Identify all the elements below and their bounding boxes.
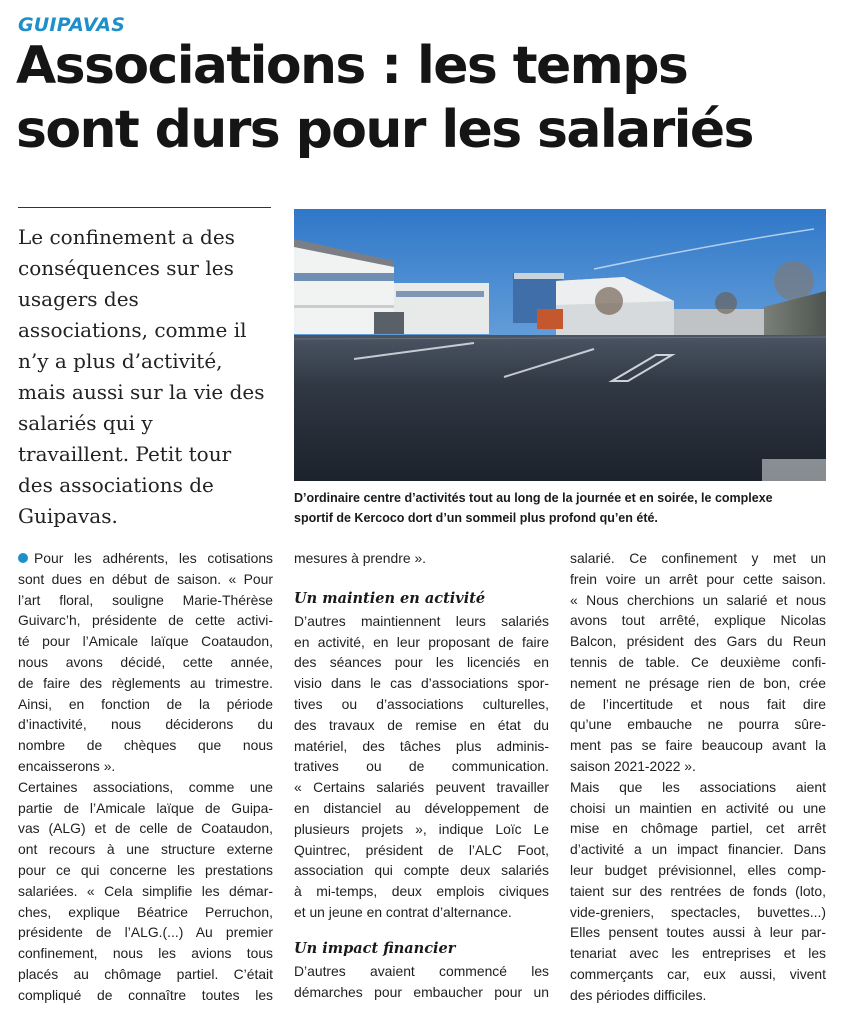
body-line: de faire des règlements au trimestre. bbox=[18, 674, 273, 691]
body-line: salarié. Ce confinement y met un bbox=[570, 550, 826, 566]
body-line: confinement, nous les avions tous bbox=[18, 945, 273, 962]
body-line: vas (ALG) et de celle de Coataudon, bbox=[18, 820, 273, 837]
column-2 bbox=[294, 548, 549, 1002]
body-line: nous avons décidé, cette année, bbox=[18, 653, 273, 670]
chapo-line: salariés qui y bbox=[18, 411, 153, 435]
body-line: ches, explique Béatrice Perruchon, bbox=[18, 903, 273, 920]
body-line: compliqué de connaître toutes les bbox=[18, 986, 273, 1003]
body-line: salariées. « Cela simplifie les démar- bbox=[18, 882, 273, 899]
chapo-line: Guipavas. bbox=[18, 504, 118, 528]
column-1 bbox=[18, 548, 273, 1006]
body-line: Balcon, président des Gars du Reun bbox=[570, 633, 826, 650]
body-line: leur budget prévisionnel, elles comp- bbox=[570, 861, 826, 878]
body-line: tenariat avec les entreprises et les bbox=[570, 945, 826, 962]
body-line: Pour les adhérents, les cotisations bbox=[18, 548, 273, 569]
body-line: mesures à prendre ». bbox=[294, 550, 427, 566]
body-line: de l’incertitude et nous fait dire bbox=[570, 695, 826, 712]
body-line: nement ne présage rien de bon, crée bbox=[570, 674, 826, 691]
body-line: l’art floral, souligne Marie-Thérèse bbox=[18, 591, 273, 608]
body-line: matériel, des tâches plus adminis- bbox=[294, 737, 549, 754]
body-line: Elles pensent toutes aussi à leur par- bbox=[570, 924, 826, 941]
body-line: et un jeune en contrat d’alternance. bbox=[294, 903, 512, 920]
body-line: saison 2021-2022 ». bbox=[570, 757, 696, 774]
body-line: ment pas se faire beaucoup avant la bbox=[570, 737, 826, 754]
body-line: tives ou d’associations culturelles, bbox=[294, 695, 549, 712]
body-line: « Certains salariés peuvent travailler bbox=[294, 779, 549, 796]
body-line: Mais que les associations aient bbox=[570, 778, 826, 795]
chapo-line: des associations de bbox=[18, 473, 214, 497]
body-line: choisi un maintien en activité ou une bbox=[570, 799, 826, 816]
body-line: plusieurs projets », indique Loïc Le bbox=[294, 820, 549, 837]
body-line: nombre de chèques que nous bbox=[18, 737, 273, 754]
body-line: commerçants car, eux aussi, vivent bbox=[570, 965, 826, 982]
body-line: des séances pour les licenciés en bbox=[294, 654, 549, 671]
subheading-maintien: Un maintien en activité bbox=[294, 589, 486, 607]
caption-line: sportif de Kercoco dort d’un sommeil plus profond qu’en été. bbox=[294, 511, 658, 525]
spacer bbox=[294, 923, 549, 937]
body-line: en activité, en leur proposant de faire bbox=[294, 633, 549, 650]
body-line: visio dans le cas d’associations spor- bbox=[294, 675, 549, 692]
body-line: té pour l’Amicale laïque Coataudon, bbox=[18, 633, 273, 650]
body-line: sont dues en début de saison. « Pour bbox=[18, 570, 273, 587]
body-line: des travaux de remise en état du bbox=[294, 716, 549, 733]
body-line: pour ce qui concerne les prestations bbox=[18, 861, 273, 878]
body-line: Quintrec, président de l’ALC Foot, bbox=[294, 841, 549, 858]
body-line: partie de l’Amicale laïque de Guipa- bbox=[18, 799, 273, 816]
body-line: Certaines associations, comme une bbox=[18, 778, 273, 795]
headline bbox=[16, 34, 826, 162]
divider-rule bbox=[18, 207, 271, 208]
spacer bbox=[294, 569, 549, 587]
chapo-line: associations, comme il bbox=[18, 318, 247, 342]
body-line: démarches pour embaucher pour un bbox=[294, 983, 549, 1000]
chapo-line: mais aussi sur la vie des bbox=[18, 380, 265, 404]
body-line: Guivarc’h, présidente de cette activi- bbox=[18, 612, 273, 629]
body-line: Ainsi, en fonction de la période bbox=[18, 695, 273, 712]
body-line: à mi-temps, deux emplois civiques bbox=[294, 883, 549, 900]
body-line: placés au chômage partiel. C’était bbox=[18, 965, 273, 982]
body-line: tratives ou de communication. bbox=[294, 758, 549, 775]
body-line: présidente de l’ALG.(...) Au premier bbox=[18, 924, 273, 941]
body-line: des périodes difficiles. bbox=[570, 986, 707, 1003]
headline-line: Associations : les temps bbox=[16, 36, 688, 96]
body-line: tennis de table. Ce deuxième confi- bbox=[570, 653, 826, 670]
column-3 bbox=[570, 548, 826, 1006]
body-line: D’autres maintiennent leurs salariés bbox=[294, 612, 549, 629]
body-line: encaisserons ». bbox=[18, 757, 116, 774]
body-line: avons tout arrêté, explique Nicolas bbox=[570, 612, 826, 629]
body-line: en distanciel au développement de bbox=[294, 799, 549, 816]
chapo bbox=[18, 222, 276, 532]
chapo-line: conséquences sur les bbox=[18, 256, 234, 280]
chapo-line: Le confinement a des bbox=[18, 225, 235, 249]
chapo-line: usagers des bbox=[18, 287, 139, 311]
body-line: vide-greniers, spectacles, buvettes...) bbox=[570, 903, 826, 920]
body-line: association qui compte deux salariés bbox=[294, 862, 549, 879]
body-line: d’inactivité, nous déciderons du bbox=[18, 716, 273, 733]
photo-sports-complex bbox=[294, 209, 826, 481]
headline-line: sont durs pour les salariés bbox=[16, 100, 753, 160]
subheading-impact: Un impact financier bbox=[294, 939, 456, 957]
chapo-line: travaillent. Petit tour bbox=[18, 442, 232, 466]
body-line: D’autres avaient commencé les bbox=[294, 962, 549, 979]
kicker-location: GUIPAVAS bbox=[18, 14, 126, 36]
body-line: frein voire un arrêt pour cette saison. bbox=[570, 570, 826, 587]
body-line: mise en chômage partiel, cet arrêt bbox=[570, 820, 826, 837]
body-line: d’activité a un impact financier. Dans bbox=[570, 841, 826, 858]
chapo-line: n’y a plus d’activité, bbox=[18, 349, 223, 373]
body-line: ont recours à une structure externe bbox=[18, 841, 273, 858]
photo-caption bbox=[294, 488, 826, 528]
body-line: qu’une embauche ne pourra sûre- bbox=[570, 716, 826, 733]
caption-line: D’ordinaire centre d’activités tout au long de la journée et en soirée, le complexe bbox=[294, 491, 773, 505]
body-line: « Nous cherchions un salarié et nous bbox=[570, 591, 826, 608]
body-line: taient sur des rentrées de fonds (loto, bbox=[570, 882, 826, 899]
